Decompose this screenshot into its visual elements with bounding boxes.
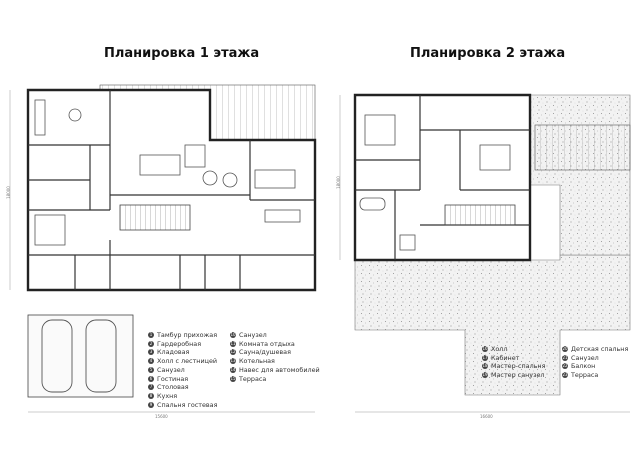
legend-item bbox=[148, 348, 217, 357]
legend-item bbox=[230, 366, 320, 375]
legend-item-label: Навес для автомобилей bbox=[239, 365, 320, 374]
legend-item bbox=[230, 375, 320, 384]
legend-item bbox=[148, 383, 217, 392]
legend-item-label: Балкон bbox=[571, 362, 596, 371]
legend-item bbox=[230, 357, 320, 366]
legend-item-number: 21 bbox=[562, 354, 568, 360]
legend-item bbox=[482, 371, 545, 380]
legend-item bbox=[148, 331, 217, 340]
floor1-legend-col1 bbox=[148, 331, 217, 409]
legend-item bbox=[148, 375, 217, 384]
legend-item bbox=[148, 340, 217, 349]
floor2-height-label: 18000 bbox=[335, 176, 341, 189]
legend-item-number: 14 bbox=[230, 366, 236, 372]
legend-item bbox=[230, 331, 320, 340]
legend-item bbox=[562, 345, 628, 354]
legend-item-label: Санузел bbox=[157, 365, 185, 374]
legend-item-label: Санузел bbox=[571, 353, 599, 362]
legend-item bbox=[148, 392, 217, 401]
legend-item-number: 5 bbox=[149, 366, 153, 372]
legend-item-label: Котельная bbox=[239, 357, 275, 366]
legend-item-number: 18 bbox=[482, 363, 488, 369]
legend-item bbox=[562, 354, 628, 363]
floor2-terrace-upper bbox=[530, 95, 630, 255]
legend-item-number: 11 bbox=[230, 340, 236, 346]
legend-item-number: 8 bbox=[149, 392, 153, 398]
legend-item-number: 6 bbox=[149, 375, 153, 381]
legend-item-label: Спальня гостевая bbox=[157, 400, 218, 409]
legend-item-label: Холл bbox=[491, 345, 508, 353]
legend-item bbox=[230, 340, 320, 349]
legend-item-label: Кабинет bbox=[491, 353, 520, 362]
legend-item-label: Мастер санузел bbox=[491, 371, 545, 380]
legend-item-label: Тамбур прихожая bbox=[157, 331, 218, 339]
legend-item-number: 20 bbox=[562, 346, 568, 351]
legend-item bbox=[482, 345, 545, 354]
legend-item-label: Санузел bbox=[239, 331, 267, 339]
legend-item-number: 7 bbox=[149, 384, 153, 390]
floor2-title: Планировка 2 этажа bbox=[410, 46, 566, 61]
floor1-width-label: 15600 bbox=[155, 414, 168, 419]
legend-item-number: 9 bbox=[149, 401, 153, 407]
legend-item-number: 13 bbox=[230, 358, 236, 364]
legend-item bbox=[148, 366, 217, 375]
legend-item-number: 23 bbox=[562, 372, 568, 378]
floor2-stairs bbox=[445, 205, 515, 225]
legend-item-label: Кухня bbox=[157, 391, 178, 400]
legend-item-label: Мастер-спальня bbox=[491, 362, 546, 371]
floor2-balcony bbox=[535, 125, 630, 170]
legend-item-number: 22 bbox=[562, 363, 568, 369]
floor1-stairs bbox=[120, 205, 190, 230]
legend-item-number: 1 bbox=[149, 332, 153, 337]
legend-item-label: Детская спальня bbox=[571, 345, 629, 353]
legend-item-label: Сауна/душевая bbox=[239, 348, 291, 357]
legend-item bbox=[230, 348, 320, 357]
legend-item-number: 17 bbox=[482, 354, 488, 360]
legend-item-number: 16 bbox=[482, 346, 488, 351]
legend-item-number: 2 bbox=[149, 340, 153, 346]
legend-item bbox=[482, 354, 545, 363]
legend-item-number: 12 bbox=[230, 349, 236, 355]
legend-item bbox=[148, 357, 217, 366]
legend-item-number: 3 bbox=[149, 349, 153, 355]
legend-item bbox=[482, 362, 545, 371]
legend-item-label: Столовая bbox=[157, 383, 189, 392]
legend-item-label: Гостиная bbox=[157, 374, 189, 383]
legend-item-label: Кладовая bbox=[157, 348, 190, 357]
legend-item-label: Комната отдыха bbox=[239, 339, 295, 348]
legend-item-number: 15 bbox=[230, 375, 236, 381]
legend-item-number: 10 bbox=[230, 332, 236, 337]
floor1-legend-col2 bbox=[230, 331, 320, 383]
floor1-height-label: 18000 bbox=[5, 186, 11, 199]
floor2-legend-col1 bbox=[482, 345, 545, 380]
legend-item-label: Терраса bbox=[571, 371, 599, 380]
legend-item-number: 19 bbox=[482, 372, 488, 378]
legend-item-label: Терраса bbox=[239, 374, 267, 383]
floor2-legend-col2 bbox=[562, 345, 628, 380]
legend-item bbox=[148, 401, 217, 410]
legend-item-label: Гардеробная bbox=[157, 339, 202, 348]
floor1-title: Планировка 1 этажа bbox=[104, 46, 260, 61]
floor2-width-label: 16600 bbox=[480, 414, 493, 419]
legend-item bbox=[562, 371, 628, 380]
legend-item-number: 4 bbox=[149, 358, 153, 364]
legend-item-label: Холл с лестницей bbox=[157, 357, 218, 366]
floor1-carport bbox=[28, 315, 133, 397]
floor2-exterior-walls bbox=[355, 95, 530, 260]
legend-item bbox=[562, 362, 628, 371]
